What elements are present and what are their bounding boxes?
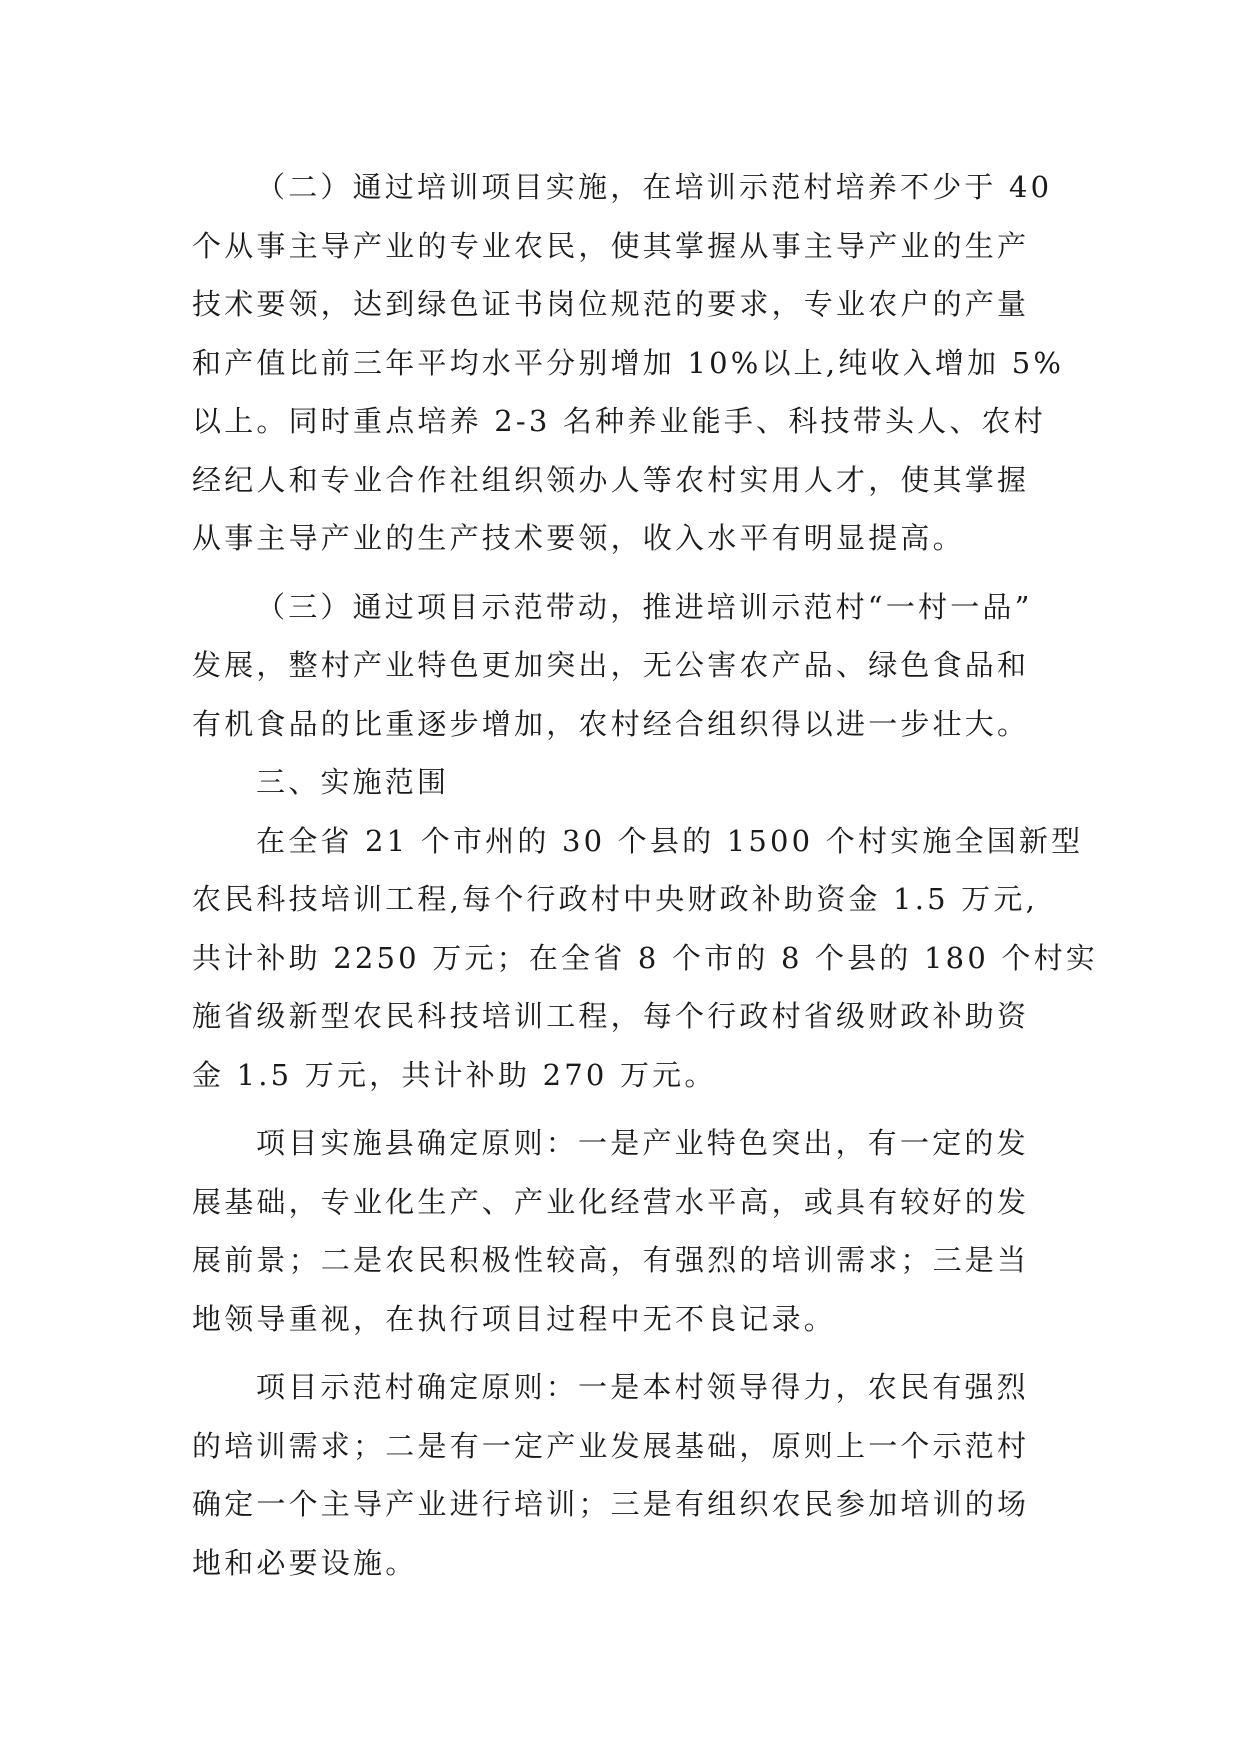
- section-heading-scope: [192, 753, 1072, 812]
- section-heading-text: 三、实施范围: [256, 765, 450, 799]
- text-line: 在全省 21 个市州的 30 个县的 1500 个村实施全国新型: [256, 823, 1084, 858]
- text-line: 和产值比前三年平均水平分别增加 10%以上,纯收入增加 5%: [192, 345, 1065, 380]
- text-line: 项目示范村确定原则：一是本村领导得力，农民有强烈: [256, 1370, 1029, 1404]
- text-line: 发展，整村产业特色更加突出，无公害农产品、绿色食品和: [192, 648, 1030, 682]
- text-line: （二）通过培训项目实施，在培训示范村培养不少于 40: [256, 170, 1053, 204]
- paragraph-village-principles: [192, 1358, 1072, 1592]
- text-line: 地领导重视，在执行项目过程中无不良记录。: [192, 1301, 837, 1336]
- text-line: 个从事主导产业的专业农民，使其掌握从事主导产业的生产: [192, 228, 1030, 263]
- text-line: 金 1.5 万元，共计补助 270 万元。: [192, 1057, 717, 1092]
- text-line: 技术要领，达到绿色证书岗位规范的要求，专业农户的产量: [192, 287, 1030, 321]
- paragraph-goal-2: [192, 158, 1072, 568]
- text-line: 以上。同时重点培养 2-3 名种养业能手、科技带头人、农村: [192, 404, 1046, 438]
- text-line: 经纪人和专业合作社组织领办人等农村实用人才，使其掌握: [192, 462, 1030, 497]
- text-line: 地和必要设施。: [192, 1545, 418, 1580]
- paragraph-goal-3: [192, 578, 1072, 754]
- text-line: 共计补助 2250 万元；在全省 8 个市的 8 个县的 180 个村实: [192, 940, 1099, 975]
- document-body: [192, 158, 1099, 1592]
- text-line: 确定一个主导产业进行培训；三是有组织农民参加培训的场: [192, 1487, 1030, 1521]
- text-line: 有机食品的比重逐步增加，农村经合组织得以进一步壮大。: [192, 706, 1030, 741]
- text-line: （三）通过项目示范带动，推进培训示范村“一村一品”: [256, 589, 1033, 624]
- text-line: 展基础，专业化生产、产业化经营水平高，或具有较好的发: [192, 1184, 1030, 1219]
- text-line: 项目实施县确定原则：一是产业特色突出，有一定的发: [256, 1126, 1029, 1160]
- paragraph-gap: [192, 568, 1072, 578]
- text-line: 施省级新型农民科技培训工程，每个行政村省级财政补助资: [192, 999, 1030, 1033]
- text-line: 从事主导产业的生产技术要领，收入水平有明显提高。: [192, 521, 965, 555]
- paragraph-scope: [192, 812, 1099, 1105]
- paragraph-gap: [192, 1104, 1072, 1114]
- text-line: 展前景；二是农民积极性较高，有强烈的培训需求；三是当: [192, 1243, 1030, 1277]
- text-line: 农民科技培训工程,每个行政村中央财政补助资金 1.5 万元,: [192, 882, 1038, 916]
- paragraph-gap: [192, 1348, 1072, 1358]
- text-line: 的培训需求；二是有一定产业发展基础，原则上一个示范村: [192, 1428, 1030, 1463]
- paragraph-county-principles: [192, 1114, 1072, 1348]
